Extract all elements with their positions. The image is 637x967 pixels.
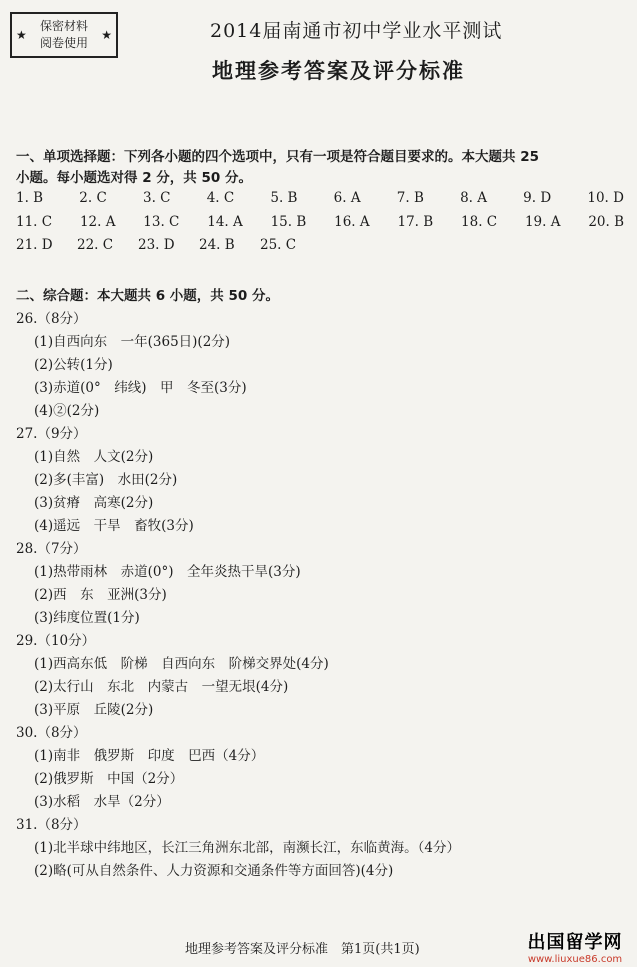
answer-line: (3)平原 丘陵(2分) [34, 702, 154, 718]
answer-item: 1. B [16, 190, 44, 206]
answer-item: 20. B [588, 214, 624, 230]
answer-item: 21. D [16, 237, 53, 253]
answer-line: (2)略(可从自然条件、人力资源和交通条件等方面回答)(4分) [34, 863, 394, 879]
answer-line: (3)水稻 水旱（2分） [34, 794, 170, 810]
answer-item: 11. C [16, 214, 53, 230]
answer-row-3 [16, 237, 624, 253]
stamp-text [40, 18, 88, 52]
answer-line: (2)西 东 亚洲(3分) [34, 587, 167, 603]
confidential-stamp [10, 12, 118, 58]
answer-item: 10. D [587, 190, 624, 206]
answer-item: 24. B [199, 237, 235, 253]
answer-item: 19. A [524, 214, 561, 230]
page-footer: 地理参考答案及评分标准 第1页(共1页) [185, 942, 420, 957]
answer-item: 2. C [79, 190, 107, 206]
answer-item: 23. D [138, 237, 175, 253]
answer-item: 7. B [396, 190, 424, 206]
question-head: 30.（8分） [16, 725, 87, 741]
answer-item: 16. A [334, 214, 370, 230]
answer-item: 6. A [333, 190, 361, 206]
section1-heading-line1: 一、单项选择题：下列各小题的四个选项中，只有一项是符合题目要求的。本大题共 25 [16, 149, 539, 165]
answer-row-1 [16, 190, 624, 206]
answer-item: 14. A [207, 214, 243, 230]
answer-line: (3)赤道(0° 纬线) 甲 冬至(3分) [34, 380, 247, 396]
site-watermark [519, 928, 631, 965]
answer-line: (3)纬度位置(1分) [34, 610, 140, 626]
section1-heading-line2: 小题。每小题选对得 2 分，共 50 分。 [16, 170, 252, 186]
answer-line: (1)北半球中纬地区，长江三角洲东北部，南濒长江，东临黄海。（4分） [34, 840, 460, 856]
answer-row-2 [16, 214, 624, 230]
answer-line: (4)②(2分) [34, 403, 100, 419]
answer-item: 13. C [143, 214, 180, 230]
answer-item: 8. A [460, 190, 487, 206]
answer-line: (1)南非 俄罗斯 印度 巴西（4分） [34, 748, 265, 764]
watermark-title: 出国留学网 [527, 932, 623, 953]
star-icon: ★ [101, 28, 112, 42]
exam-title: 2014届南通市初中学业水平测试 [210, 20, 503, 42]
answer-line: (1)自西向东 一年(365日)(2分) [34, 334, 231, 350]
star-icon: ★ [16, 28, 27, 42]
answer-line: (2)太行山 东北 内蒙古 一望无垠(4分) [34, 679, 289, 695]
answer-item: 12. A [79, 214, 116, 230]
answer-line: (2)多(丰富) 水田(2分) [34, 472, 178, 488]
answer-item: 15. B [270, 214, 307, 230]
answer-line: (2)公转(1分) [34, 357, 113, 373]
answer-item: 5. B [270, 190, 298, 206]
answer-line: (1)西高东低 阶梯 自西向东 阶梯交界处(4分) [34, 656, 329, 672]
answer-item: 18. C [461, 214, 498, 230]
answer-item: 9. D [523, 190, 552, 206]
question-head: 26.（8分） [16, 311, 87, 327]
section2-heading: 二、综合题：本大题共 6 小题，共 50 分。 [16, 288, 279, 304]
answer-line: (1)热带雨林 赤道(0°) 全年炎热干旱(3分) [34, 564, 301, 580]
question-head: 27.（9分） [16, 426, 87, 442]
document-subtitle: 地理参考答案及评分标准 [212, 59, 465, 83]
answer-item: 25. C [260, 237, 297, 253]
answer-item: 3. C [142, 190, 171, 206]
answer-line: (4)遥远 干旱 畜牧(3分) [34, 518, 194, 534]
stamp-line-1: 保密材料 [39, 19, 88, 33]
answer-item: 22. C [77, 237, 114, 253]
question-head: 28.（7分） [16, 541, 87, 557]
watermark-url: www.liuxue86.com [527, 954, 623, 965]
question-head: 31.（8分） [16, 817, 87, 833]
answer-line: (3)贫瘠 高寒(2分) [34, 495, 154, 511]
answer-line: (2)俄罗斯 中国（2分） [34, 771, 184, 787]
stamp-line-2: 阅卷使用 [39, 36, 88, 50]
answer-line: (1)自然 人文(2分) [34, 449, 154, 465]
answer-item: 4. C [206, 190, 235, 206]
question-head: 29.（10分） [16, 633, 96, 649]
answer-item: 17. B [397, 214, 434, 230]
